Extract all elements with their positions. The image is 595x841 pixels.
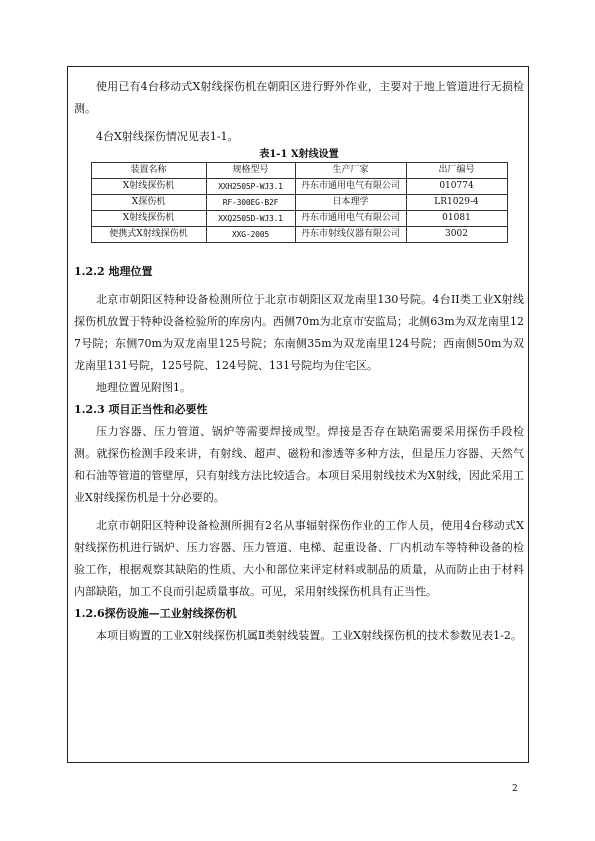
- cell-device-name: 便携式X射线探伤机: [91, 227, 206, 243]
- cell-manufacturer: 丹东市通用电气有限公司: [295, 211, 406, 227]
- location-paragraph: 北京市朝阳区特种设备检测所位于北京市朝阳区双龙南里130号院。4台II类工业X射线探伤机放置于特种设备检验所的库房内。西侧70m为北京市安监局；北侧63m为双龙南里127号院；东侧70m为双龙南里125号院；东南侧35m为双龙南里124号院；西南侧50m为双龙南里131号院，125号院、124号院、131号院均为住宅区。: [74, 293, 524, 372]
- column-header-manufacturer: 生产厂家: [295, 163, 406, 179]
- table-row: [91, 195, 507, 211]
- table-caption: 表1-1 X射线设置: [259, 149, 339, 160]
- section-heading-location: 1.2.2 地理位置: [74, 265, 153, 278]
- table-row: [91, 211, 507, 227]
- location-figure-reference: 地理位置见附图1。: [96, 381, 191, 394]
- cell-manufacturer: 丹东市射线仪器有限公司: [295, 227, 406, 243]
- cell-device-name: X射线探伤机: [91, 179, 206, 195]
- cell-manufacturer: 日本理学: [295, 195, 406, 211]
- cell-serial-number: 3002: [406, 227, 507, 243]
- document-body: [74, 76, 524, 647]
- equipment-table: [91, 162, 508, 243]
- page-number: 2: [512, 784, 518, 794]
- cell-manufacturer: 丹东市通用电气有限公司: [295, 179, 406, 195]
- table-row: [91, 227, 507, 243]
- column-header-device-name: 装置名称: [91, 163, 206, 179]
- column-header-model: 规格型号: [206, 163, 295, 179]
- table-header-row: [91, 163, 507, 179]
- facility-paragraph: 本项目购置的工业X射线探伤机属Ⅱ类射线装置。工业X射线探伤机的技术参数见表1-2。: [96, 629, 522, 642]
- column-header-serial-number: 出厂编号: [406, 163, 507, 179]
- cell-model: XXQ2505D-WJ3.1: [206, 211, 295, 227]
- cell-serial-number: LR1029-4: [406, 195, 507, 211]
- table-row: [91, 179, 507, 195]
- section-heading-facility: 1.2.6探伤设施—工业射线探伤机: [74, 607, 237, 620]
- intro-paragraph: 使用已有4台移动式X射线探伤机在朝阳区进行野外作业，主要对于地上管道进行无损检测。: [74, 80, 524, 115]
- cell-device-name: X探伤机: [91, 195, 206, 211]
- section-heading-justification: 1.2.3 项目正当性和必要性: [74, 403, 208, 416]
- table-reference-paragraph: 4台X射线探伤情况见表1-1。: [96, 130, 239, 143]
- cell-serial-number: 010774: [406, 179, 507, 195]
- justification-paragraph-2: 北京市朝阳区特种设备检测所拥有2名从事辐射探伤作业的工作人员，使用4台移动式X射线探伤机进行锅炉、压力容器、压力管道、电梯、起重设备、厂内机动车等特种设备的检验工作，根据观察其缺陷的性质、大小和部位来评定材料或制品的质量，从而防止由于材料内部缺陷，加工不良而引起质量事故。可见，采用射线探伤机具有正当性。: [74, 519, 524, 598]
- cell-model: XXH2505P-WJ3.1: [206, 179, 295, 195]
- cell-device-name: X射线探伤机: [91, 211, 206, 227]
- cell-model: XXG-2005: [206, 227, 295, 243]
- cell-serial-number: 01081: [406, 211, 507, 227]
- justification-paragraph-1: 压力容器、压力管道、锅炉等需要焊接成型。焊接是否存在缺陷需要采用探伤手段检测。就探伤检测手段来讲，有射线、超声、磁粉和渗透等多种方法，但是压力容器、天然气和石油等管道的管壁厚，只有射线方法比较适合。本项目采用射线技术为X射线，因此采用工业X射线探伤机是十分必要的。: [74, 425, 524, 504]
- cell-model: RF-300EG-B2F: [206, 195, 295, 211]
